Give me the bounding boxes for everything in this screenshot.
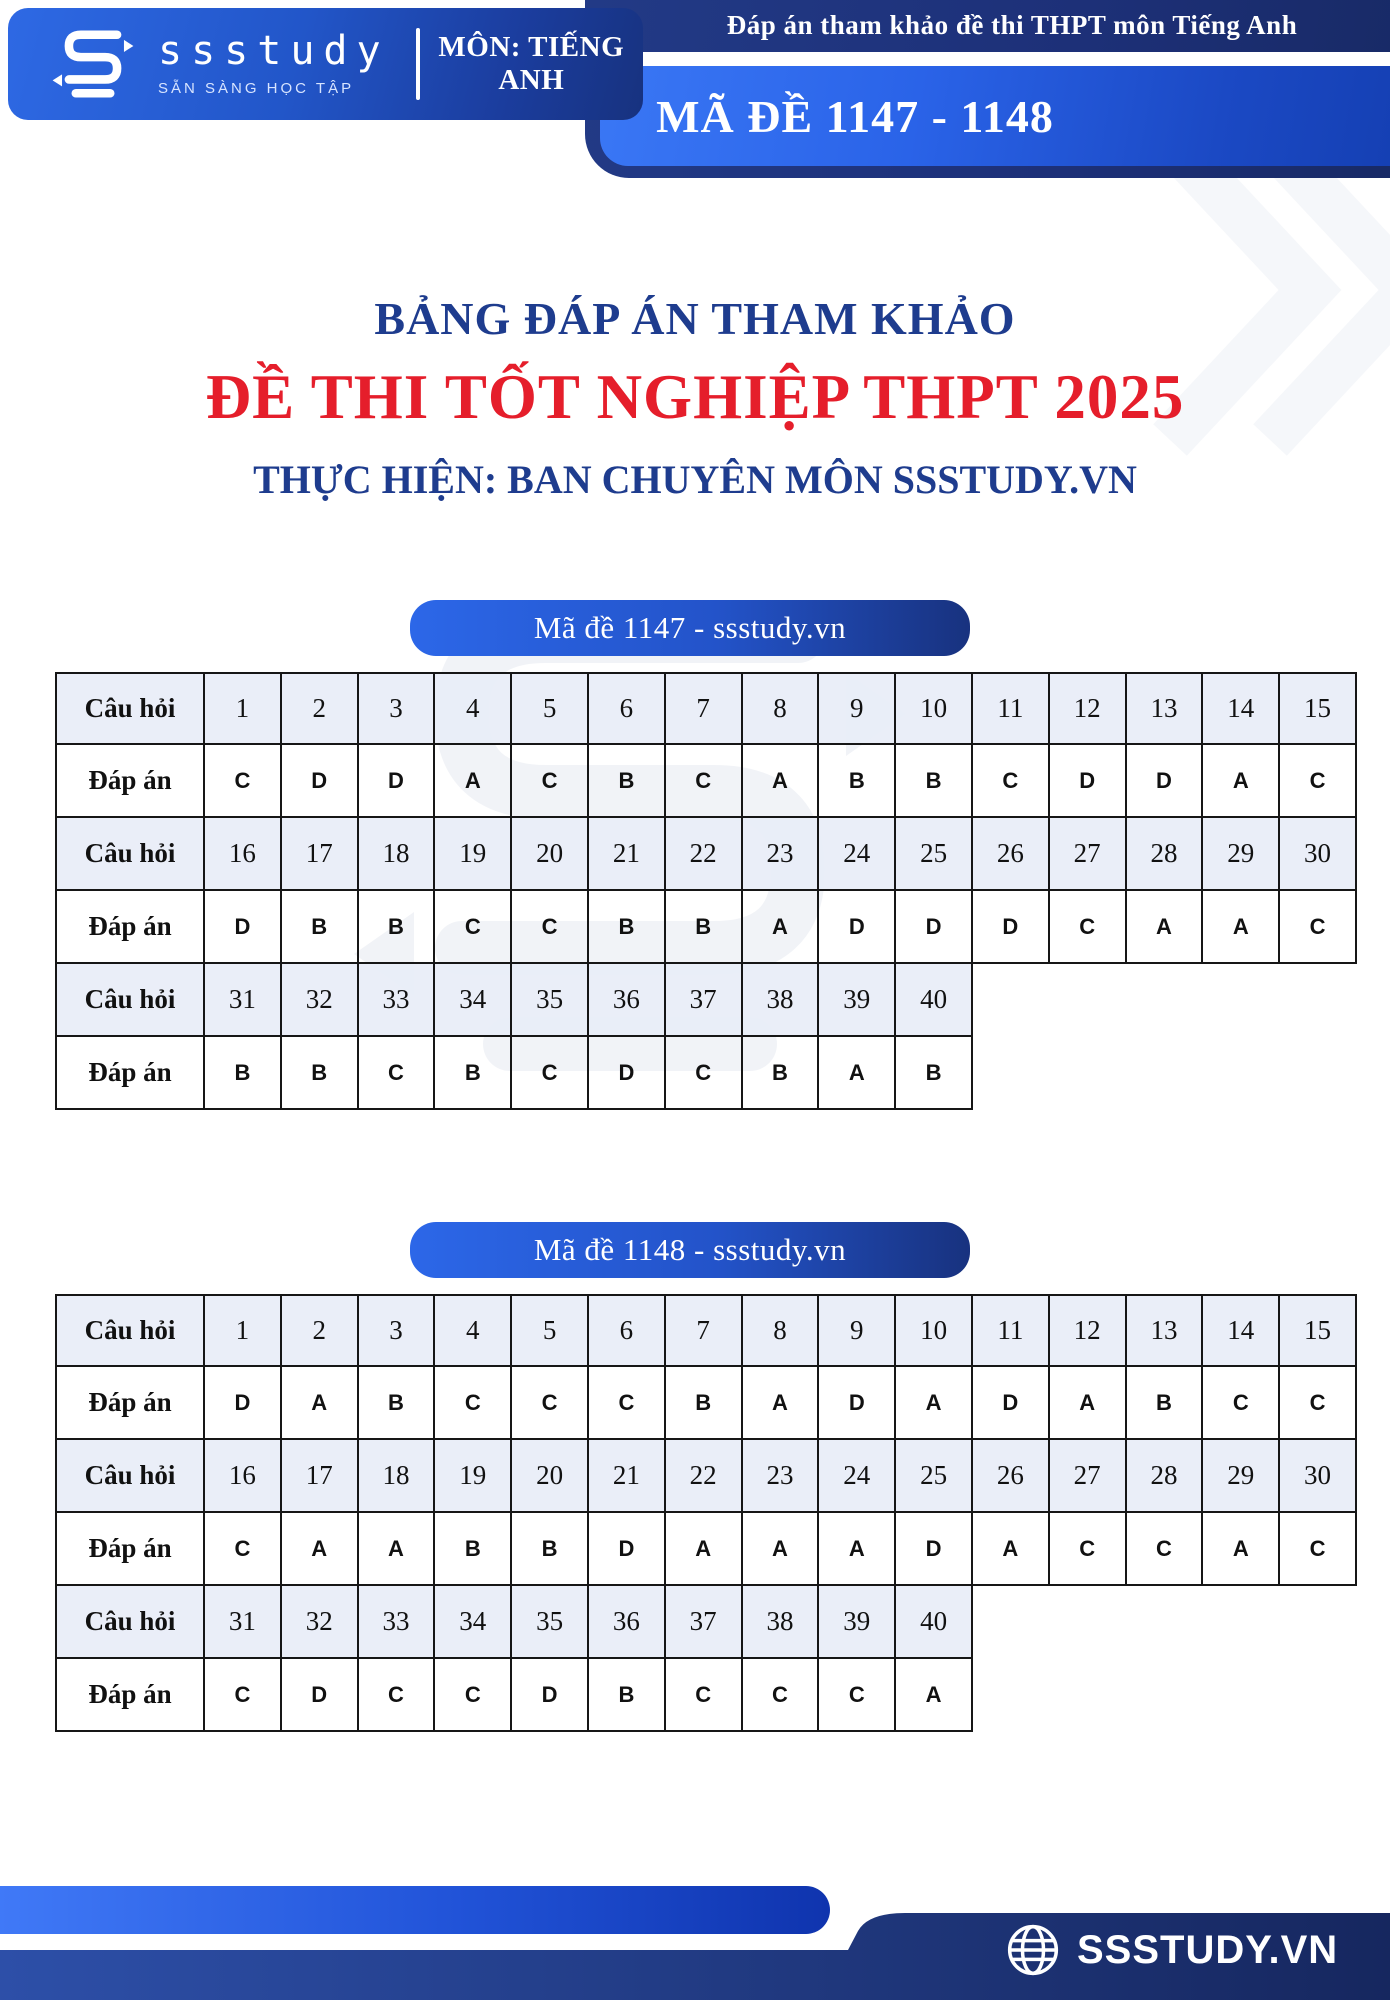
answer-cell: B — [435, 1037, 512, 1110]
answer-cell: C — [1050, 1513, 1127, 1586]
answer-cell: D — [512, 1659, 589, 1732]
question-cell: 7 — [666, 1294, 743, 1367]
question-cell: 17 — [282, 1440, 359, 1513]
answer-cell: B — [896, 745, 973, 818]
question-cell: 23 — [743, 818, 820, 891]
question-cell: 29 — [1203, 1440, 1280, 1513]
question-cell: 30 — [1280, 1440, 1357, 1513]
answer-cell: C — [666, 1037, 743, 1110]
answer-cell: B — [743, 1037, 820, 1110]
title-block — [0, 292, 1390, 503]
answer-cell: D — [819, 891, 896, 964]
question-cell: 11 — [973, 1294, 1050, 1367]
question-cell: 14 — [1203, 1294, 1280, 1367]
answer-cell: C — [589, 1367, 666, 1440]
question-cell: 24 — [819, 1440, 896, 1513]
answer-cell: B — [282, 891, 359, 964]
answer-cell: A — [666, 1513, 743, 1586]
question-cell: 14 — [1203, 672, 1280, 745]
question-cell: 4 — [435, 672, 512, 745]
page-title-line3: THỰC HIỆN: BAN CHUYÊN MÔN SSSTUDY.VN — [253, 457, 1137, 502]
question-cell: 5 — [512, 1294, 589, 1367]
brand-tagline: SẴN SÀNG HỌC TẬP — [158, 80, 355, 97]
answer-cell: A — [743, 1367, 820, 1440]
exam-code-badge-label: Mã đề 1148 - ssstudy.vn — [533, 1232, 847, 1267]
question-cell: 4 — [435, 1294, 512, 1367]
answer-cell: C — [435, 891, 512, 964]
question-cell: 21 — [589, 1440, 666, 1513]
answer-cell: A — [743, 1513, 820, 1586]
answer-cell: C — [512, 745, 589, 818]
answer-cell: C — [435, 1659, 512, 1732]
row-label: Đáp án — [55, 1659, 205, 1732]
answer-row — [55, 1367, 1357, 1440]
answer-cell: C — [1280, 891, 1357, 964]
footer-accent-bar — [0, 1886, 830, 1934]
answer-cell: D — [359, 745, 436, 818]
question-cell: 34 — [435, 1586, 512, 1659]
answer-cell: C — [1127, 1513, 1204, 1586]
answer-cell: C — [973, 745, 1050, 818]
question-cell: 35 — [512, 1586, 589, 1659]
question-cell: 31 — [205, 964, 282, 1037]
answer-table — [55, 672, 1357, 1110]
answer-cell: C — [1280, 745, 1357, 818]
footer-site-label: SSSTUDY.VN — [1077, 1927, 1339, 1972]
answer-cell: A — [896, 1659, 973, 1732]
question-cell: 10 — [896, 672, 973, 745]
answer-cell: A — [973, 1513, 1050, 1586]
row-label: Đáp án — [55, 891, 205, 964]
question-row — [55, 964, 1357, 1037]
question-cell: 27 — [1050, 1440, 1127, 1513]
row-label: Câu hỏi — [55, 672, 205, 745]
question-cell: 12 — [1050, 672, 1127, 745]
answer-cell: B — [435, 1513, 512, 1586]
question-row — [55, 672, 1357, 745]
answer-cell: B — [589, 1659, 666, 1732]
row-label: Câu hỏi — [55, 1440, 205, 1513]
question-cell: 7 — [666, 672, 743, 745]
answer-cell: A — [819, 1513, 896, 1586]
answer-cell: C — [435, 1367, 512, 1440]
answer-cell: B — [359, 891, 436, 964]
question-cell: 31 — [205, 1586, 282, 1659]
answer-cell: D — [1127, 745, 1204, 818]
question-cell: 37 — [666, 964, 743, 1037]
answer-cell: D — [973, 891, 1050, 964]
answer-cell: D — [819, 1367, 896, 1440]
answer-table — [55, 1294, 1357, 1732]
answer-cell: C — [512, 1367, 589, 1440]
question-cell: 16 — [205, 818, 282, 891]
answer-cell: B — [896, 1037, 973, 1110]
answer-cell: C — [1203, 1367, 1280, 1440]
answer-cell: A — [1050, 1367, 1127, 1440]
row-label: Câu hỏi — [55, 818, 205, 891]
brand-header — [8, 8, 643, 120]
question-cell: 8 — [743, 672, 820, 745]
answer-cell: C — [512, 1037, 589, 1110]
answer-cell: B — [666, 891, 743, 964]
question-cell: 6 — [589, 1294, 666, 1367]
question-cell: 19 — [435, 1440, 512, 1513]
question-cell: 39 — [819, 964, 896, 1037]
exam-code-banner — [600, 66, 1390, 166]
answer-cell: D — [205, 1367, 282, 1440]
question-cell: 3 — [359, 672, 436, 745]
question-cell: 6 — [589, 672, 666, 745]
question-row — [55, 1586, 1357, 1659]
answer-cell: D — [282, 745, 359, 818]
answer-cell: A — [743, 891, 820, 964]
answer-table-section-1147 — [55, 600, 1357, 1110]
row-label: Đáp án — [55, 745, 205, 818]
question-cell: 34 — [435, 964, 512, 1037]
answer-cell: B — [589, 745, 666, 818]
question-cell: 18 — [359, 818, 436, 891]
question-cell: 16 — [205, 1440, 282, 1513]
exam-code-badge-label: Mã đề 1147 - ssstudy.vn — [533, 610, 847, 645]
question-cell: 8 — [743, 1294, 820, 1367]
question-cell: 19 — [435, 818, 512, 891]
answer-row — [55, 1659, 1357, 1732]
answer-cell: D — [896, 891, 973, 964]
question-cell: 10 — [896, 1294, 973, 1367]
question-cell: 33 — [359, 964, 436, 1037]
question-cell: 40 — [896, 964, 973, 1037]
answer-cell: A — [1127, 891, 1204, 964]
answer-cell: A — [1203, 1513, 1280, 1586]
question-cell: 3 — [359, 1294, 436, 1367]
answer-cell: C — [205, 1513, 282, 1586]
row-label: Đáp án — [55, 1367, 205, 1440]
answer-cell: B — [512, 1513, 589, 1586]
question-cell: 26 — [973, 1440, 1050, 1513]
answer-cell: B — [589, 891, 666, 964]
answer-cell: D — [589, 1513, 666, 1586]
answer-cell: D — [589, 1037, 666, 1110]
question-cell: 21 — [589, 818, 666, 891]
question-cell: 26 — [973, 818, 1050, 891]
answer-row — [55, 1513, 1357, 1586]
answer-cell: B — [1127, 1367, 1204, 1440]
header-note: Đáp án tham khảo đề thi THPT môn Tiếng Anh — [726, 10, 1298, 40]
page-title-line2: ĐỀ THI TỐT NGHIỆP THPT 2025 — [205, 362, 1185, 432]
question-cell: 13 — [1127, 1294, 1204, 1367]
question-cell: 15 — [1280, 672, 1357, 745]
answer-cell: A — [896, 1367, 973, 1440]
answer-row — [55, 891, 1357, 964]
row-label: Câu hỏi — [55, 1586, 205, 1659]
answer-cell: A — [435, 745, 512, 818]
answer-cell: C — [743, 1659, 820, 1732]
question-cell: 13 — [1127, 672, 1204, 745]
answer-cell: A — [282, 1513, 359, 1586]
question-cell: 36 — [589, 1586, 666, 1659]
answer-cell: B — [205, 1037, 282, 1110]
question-cell: 5 — [512, 672, 589, 745]
question-row — [55, 818, 1357, 891]
answer-cell: C — [359, 1659, 436, 1732]
question-cell: 20 — [512, 818, 589, 891]
question-cell: 17 — [282, 818, 359, 891]
question-cell: 20 — [512, 1440, 589, 1513]
question-cell: 25 — [896, 818, 973, 891]
answer-cell: C — [666, 745, 743, 818]
row-label: Đáp án — [55, 1037, 205, 1110]
question-cell: 28 — [1127, 1440, 1204, 1513]
question-cell: 12 — [1050, 1294, 1127, 1367]
question-cell: 39 — [819, 1586, 896, 1659]
question-cell: 35 — [512, 964, 589, 1037]
answer-row — [55, 745, 1357, 818]
answer-cell: C — [819, 1659, 896, 1732]
answer-cell: D — [282, 1659, 359, 1732]
question-cell: 23 — [743, 1440, 820, 1513]
answer-cell: C — [1050, 891, 1127, 964]
answer-row — [55, 1037, 1357, 1110]
answer-cell: A — [819, 1037, 896, 1110]
question-cell: 37 — [666, 1586, 743, 1659]
answer-cell: C — [666, 1659, 743, 1732]
answer-cell: A — [743, 745, 820, 818]
question-cell: 32 — [282, 964, 359, 1037]
question-cell: 40 — [896, 1586, 973, 1659]
exam-code-badge — [410, 1222, 970, 1278]
answer-cell: A — [1203, 745, 1280, 818]
question-cell: 2 — [282, 672, 359, 745]
brand-block — [158, 28, 390, 97]
answer-cell: C — [205, 745, 282, 818]
answer-cell: B — [359, 1367, 436, 1440]
answer-cell: C — [1280, 1513, 1357, 1586]
brand-name: ssstudy — [158, 28, 390, 74]
answer-cell: A — [359, 1513, 436, 1586]
question-cell: 25 — [896, 1440, 973, 1513]
globe-icon — [1005, 1922, 1061, 1978]
exam-code-badge — [410, 600, 970, 656]
question-cell: 38 — [743, 1586, 820, 1659]
question-cell: 18 — [359, 1440, 436, 1513]
question-cell: 15 — [1280, 1294, 1357, 1367]
answer-cell: C — [1280, 1367, 1357, 1440]
page-title-line1: BẢNG ĐÁP ÁN THAM KHẢO — [374, 293, 1016, 344]
answer-cell: B — [666, 1367, 743, 1440]
answer-cell: D — [1050, 745, 1127, 818]
question-cell: 28 — [1127, 818, 1204, 891]
footer-site — [1005, 1922, 1338, 1978]
answer-cell: D — [896, 1513, 973, 1586]
question-cell: 38 — [743, 964, 820, 1037]
ssstudy-logo-icon — [50, 21, 136, 107]
answer-cell: A — [282, 1367, 359, 1440]
answer-cell: B — [282, 1037, 359, 1110]
question-cell: 27 — [1050, 818, 1127, 891]
question-cell: 9 — [819, 1294, 896, 1367]
answer-cell: B — [819, 745, 896, 818]
question-cell: 1 — [205, 672, 282, 745]
question-row — [55, 1440, 1357, 1513]
answer-cell: A — [1203, 891, 1280, 964]
question-cell: 32 — [282, 1586, 359, 1659]
question-cell: 33 — [359, 1586, 436, 1659]
question-cell: 30 — [1280, 818, 1357, 891]
exam-code-banner-label: MÃ ĐỀ 1147 - 1148 — [656, 90, 1054, 142]
question-cell: 1 — [205, 1294, 282, 1367]
answer-cell: D — [973, 1367, 1050, 1440]
question-cell: 24 — [819, 818, 896, 891]
answer-table-section-1148 — [55, 1222, 1357, 1732]
answer-cell: D — [205, 891, 282, 964]
question-row — [55, 1294, 1357, 1367]
question-cell: 22 — [666, 1440, 743, 1513]
question-cell: 36 — [589, 964, 666, 1037]
row-label: Đáp án — [55, 1513, 205, 1586]
question-cell: 11 — [973, 672, 1050, 745]
answer-cell: C — [512, 891, 589, 964]
row-label: Câu hỏi — [55, 1294, 205, 1367]
question-cell: 22 — [666, 818, 743, 891]
subject-label: MÔN: TIẾNG ANH — [438, 31, 625, 96]
answer-cell: C — [359, 1037, 436, 1110]
answer-cell: C — [205, 1659, 282, 1732]
question-cell: 29 — [1203, 818, 1280, 891]
question-cell: 2 — [282, 1294, 359, 1367]
question-cell: 9 — [819, 672, 896, 745]
row-label: Câu hỏi — [55, 964, 205, 1037]
